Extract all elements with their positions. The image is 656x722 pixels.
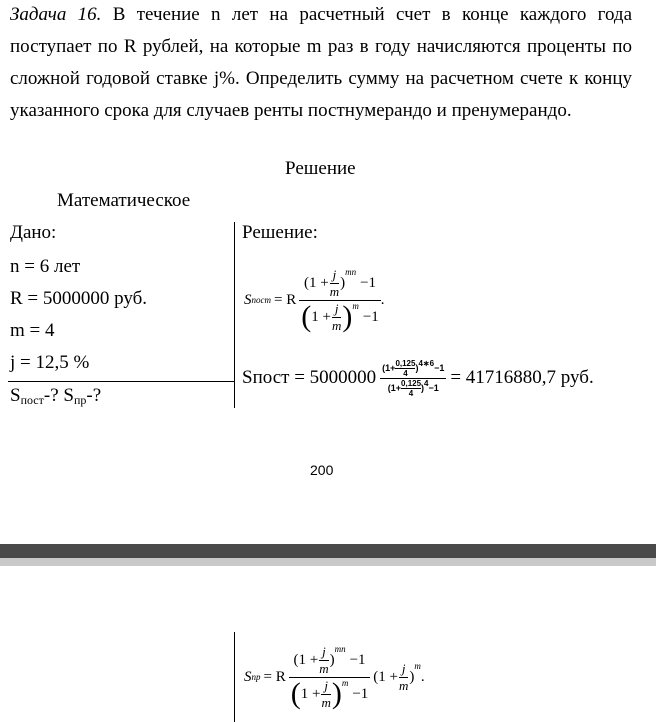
given-item-n: n = 6 лет — [10, 256, 81, 277]
solution-title: Решение: — [242, 222, 318, 243]
given-item-r: R = 5000000 руб. — [10, 288, 148, 309]
calculation-line — [242, 354, 594, 402]
given-item-m: m = 4 — [10, 320, 55, 341]
table-divider-vertical — [234, 222, 235, 408]
page-number: 200 — [310, 462, 334, 478]
next-page-divider — [234, 632, 235, 722]
problem-line-2: поступает по R рублей, на которые m раз в году начисляются проценты по — [10, 36, 632, 57]
problem-text-1: В течение n лет на расчетный счет в конце каждого года — [112, 4, 633, 25]
formula-prenumerando-fraction: (1 + $\frac{j}{m}$ ) mn −1 ( 1 + $\frac{j}{m}$ ) m −1 — [290, 643, 369, 710]
table-divider-horizontal — [8, 381, 234, 382]
page-separator-shadow — [0, 558, 656, 566]
problem-line-3: сложной годовой ставке j%. Определить сумму на расчетном счете к концу — [10, 68, 632, 89]
given-title: Дано: — [10, 222, 57, 243]
calc-prefix: Sпост = 5000000 — [242, 367, 377, 388]
formula-prenumerando: S пр = R (1 + $\frac{j}{m}$ ) mn −1 ( 1 + $\frac{j}{m}$ ) m −1 (1 + $\frac{j}{m}$ ) m . — [244, 643, 425, 710]
given-item-j: j = 12,5 % — [10, 352, 90, 373]
problem-line-1 — [10, 4, 632, 26]
page-separator — [0, 544, 656, 558]
problem-label: Задача 16. — [10, 4, 102, 25]
solution-heading: Решение — [285, 158, 356, 179]
formula-postnumerando: S пост = R (1 + $\frac{j}{m}$ ) mn −1 ( 1 + $\frac{j}{m}$ ) m −1 . — [244, 266, 385, 333]
find-line: Sпост-? Sпр-? — [10, 385, 102, 407]
calc-result: = 41716880,7 руб. — [450, 367, 594, 388]
calc-fraction: (1+ $\frac{0,125}{4}$ ) 4∗6 −1 (1+ $\frac{0,125}{4}$ ) 4 −1 — [382, 358, 445, 398]
method-label: Математическое — [57, 190, 191, 211]
formula-postnumerando-fraction: (1 + $\frac{j}{m}$ ) mn −1 ( 1 + $\frac{j}{m}$ ) m −1 — [301, 266, 379, 333]
problem-line-4: указанного срока для случаев ренты постнумерандо и пренумерандо. — [10, 100, 572, 121]
